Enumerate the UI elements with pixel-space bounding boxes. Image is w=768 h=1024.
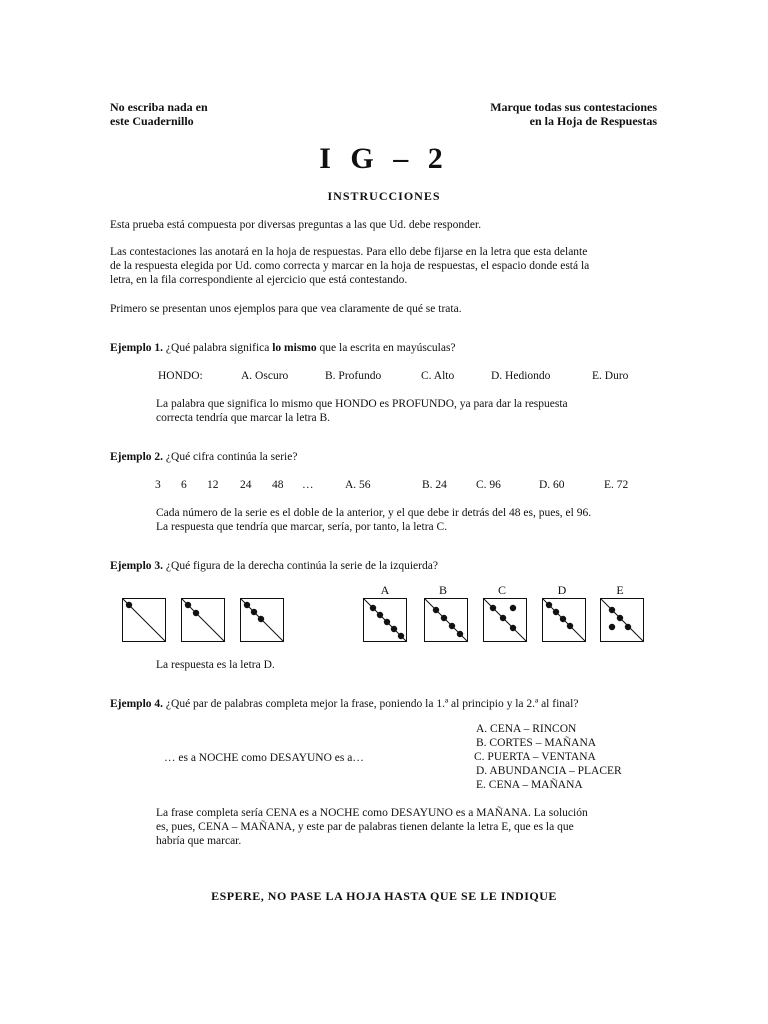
- ex3-letter-c: C: [497, 583, 506, 597]
- ex2-q-text: ¿Qué cifra continúa la serie?: [163, 451, 298, 463]
- ex3-letter-e: E: [616, 583, 624, 597]
- ex4-option-d: D. ABUNDANCIA – PLACER: [476, 765, 622, 777]
- ex1-option-e: E. Duro: [592, 370, 629, 382]
- ex4-option-e: E. CENA – MAÑANA: [476, 779, 583, 791]
- ex4-question: [110, 697, 578, 711]
- intro-p3: Primero se presentan unos ejemplos para que vea claramente de qué se trata.: [110, 303, 462, 315]
- header-right: [490, 100, 657, 128]
- ex2-series-4: 24: [240, 479, 252, 491]
- page-title: I G – 2: [319, 142, 449, 175]
- header-left: [110, 100, 208, 128]
- ex2-label: Ejemplo 2.: [110, 451, 164, 463]
- header-left-line2: este Cuadernillo: [110, 114, 194, 128]
- header-right-line1: Marque todas sus contestaciones: [490, 100, 657, 114]
- ex1-option-b: B. Profundo: [325, 370, 382, 382]
- ex1-option-d: D. Hediondo: [491, 370, 551, 382]
- ex1-word: HONDO:: [158, 370, 203, 382]
- ex2-series-5: 48: [272, 479, 284, 491]
- ex3-letter-d: D: [557, 583, 567, 597]
- ex3-label: Ejemplo 3.: [110, 560, 164, 572]
- intro-p2: [110, 245, 660, 287]
- ex2-series-ellipsis: …: [302, 479, 314, 491]
- header-right-line2: en la Hoja de Respuestas: [529, 114, 657, 128]
- ex2-series-3: 12: [207, 479, 219, 491]
- ex4-label: Ejemplo 4.: [110, 698, 164, 710]
- ex4-exp-line3: habría que marcar.: [156, 835, 242, 847]
- intro-p2-line1: Las contestaciones las anotará en la hoja de respuestas. Para ello debe fijarse en la letra que esta delante: [110, 246, 588, 258]
- ex1-q-pre: ¿Qué palabra significa: [163, 342, 273, 354]
- ex2-option-b: B. 24: [422, 479, 447, 491]
- ex4-exp-line1: La frase completa sería CENA es a NOCHE como DESAYUNO es a MAÑANA. La solución: [156, 807, 588, 819]
- ex3-letter-b: B: [438, 583, 447, 597]
- ex2-series-1: 3: [155, 479, 161, 491]
- ex4-sentence: … es a NOCHE como DESAYUNO es a…: [164, 752, 364, 764]
- ex1-q-bold: lo mismo: [272, 342, 317, 354]
- ex3-option-figure-c: [483, 598, 527, 642]
- ex1-option-c: C. Alto: [421, 370, 455, 382]
- ex3-answer: La respuesta es la letra D.: [156, 659, 275, 671]
- instructions-heading: INSTRUCCIONES: [327, 189, 441, 203]
- ex2-question: [110, 450, 297, 464]
- ex1-exp-line2: correcta tendría que marcar la letra B.: [156, 412, 330, 424]
- ex3-option-figure-d: [542, 598, 586, 642]
- ex2-explanation: [156, 506, 658, 534]
- ex2-option-d: D. 60: [539, 479, 565, 491]
- ex4-option-b: B. CORTES – MAÑANA: [476, 737, 597, 749]
- intro-p2-line2: de la respuesta elegida por Ud. como correcta y marcar en la hoja de respuestas, el espacio donde está la: [110, 260, 590, 272]
- footer-notice: ESPERE, NO PASE LA HOJA HASTA QUE SE LE INDIQUE: [211, 889, 557, 903]
- header-left-line1: No escriba nada en: [110, 100, 208, 114]
- ex1-explanation: [156, 397, 658, 425]
- ex3-option-figure-e: [600, 598, 644, 642]
- intro-p2-line3: letra, en la fila correspondiente al ejercicio que está contestando.: [110, 274, 408, 286]
- ex2-series-2: 6: [181, 479, 187, 491]
- ex3-option-figure-a: [363, 598, 407, 642]
- ex4-option-c: C. PUERTA – VENTANA: [474, 751, 596, 763]
- intro-p1: Esta prueba está compuesta por diversas preguntas a las que Ud. debe responder.: [110, 219, 482, 231]
- ex4-exp-line2: es, pues, CENA – MAÑANA, y este par de palabras tienen delante la letra E, que es la que: [156, 821, 574, 833]
- ex3-letter-a: A: [380, 583, 390, 597]
- ex4-options: [476, 722, 622, 792]
- ex1-exp-line1: La palabra que significa lo mismo que HONDO es PROFUNDO, ya para dar la respuesta: [156, 398, 568, 410]
- ex3-question: [110, 559, 438, 573]
- ex3-option-figure-b: [424, 598, 468, 642]
- ex2-option-c: C. 96: [476, 479, 501, 491]
- ex1-question: [110, 341, 456, 355]
- ex2-exp-line2: La respuesta que tendría que marcar, sería, por tanto, la letra C.: [156, 521, 448, 533]
- ex1-label: Ejemplo 1.: [110, 342, 164, 354]
- ex3-series-figure-2: [181, 598, 225, 642]
- ex4-q-text: ¿Qué par de palabras completa mejor la frase, poniendo la 1.ª al principio y la 2.ª al final?: [163, 698, 579, 710]
- ex2-option-a: A. 56: [345, 479, 371, 491]
- ex2-exp-line1: Cada número de la serie es el doble de la anterior, y el que debe ir detrás del 48 es, pues, el 96.: [156, 507, 592, 519]
- ex3-q-text: ¿Qué figura de la derecha continúa la serie de la izquierda?: [163, 560, 438, 572]
- ex4-option-a: A. CENA – RINCON: [476, 723, 577, 735]
- ex1-option-a: A. Oscuro: [241, 370, 289, 382]
- ex3-series-figure-3: [240, 598, 284, 642]
- ex1-q-post: que la escrita en mayúsculas?: [316, 342, 456, 354]
- ex3-series-figure-1: [122, 598, 166, 642]
- ex4-explanation: [156, 806, 658, 848]
- ex2-option-e: E. 72: [604, 479, 629, 491]
